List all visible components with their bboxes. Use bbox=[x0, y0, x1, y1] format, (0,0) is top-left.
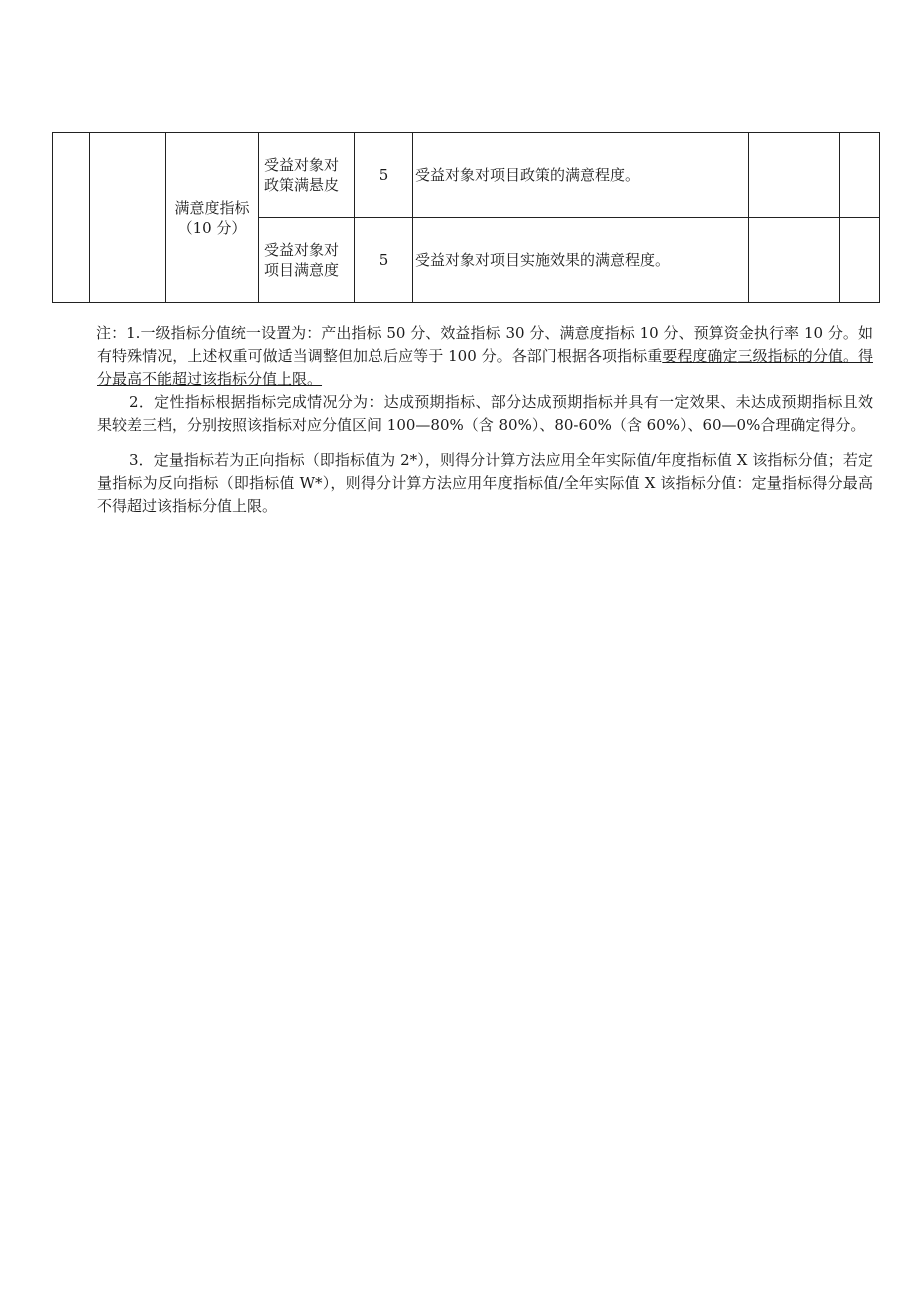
note-1-text: 注：1.一级指标分值统一设置为：产出指标 50 分、效益指标 30 分、满意度指标 10 分、预算资金执行率 10 分。如有特殊情况，上述权重可做适当调整但加总后应等于 100 分。各部门根据各项指标重 bbox=[96, 324, 873, 365]
indicator-line: 政策满悬皮 bbox=[264, 176, 340, 194]
value-cell bbox=[749, 133, 840, 218]
note-1-underlined: 要程度确定三级指标的分值。得分最高不能超过该指标分值上限。 bbox=[97, 347, 873, 388]
remark-cell bbox=[840, 133, 880, 218]
note-3: 3．定量指标若为正向指标（即指标值为 2*），则得分计算方法应用全年实际值/年度指标值 X 该指标分值；若定量指标为反向指标（即指标值 W*），则得分计算方法应用年度指标值/全年实际值 X 该指标分值：定量指标得分最高不得超过该指标分值上限。 bbox=[97, 451, 873, 515]
indicator-line: 项目满意度 bbox=[264, 261, 340, 279]
note-2: 2．定性指标根据指标完成情况分为：达成预期指标、部分达成预期指标并具有一定效果、未达成预期指标且效果较差三档，分别按照该指标对应分值区间 100—80%（含 80%）、80-60%（含 60%）、60—0%合理确定得分。 bbox=[97, 393, 873, 434]
indicator-cell bbox=[259, 218, 355, 303]
category-cell bbox=[166, 133, 259, 303]
indicator-cell bbox=[259, 133, 355, 218]
performance-indicator-table bbox=[52, 132, 880, 303]
value-cell bbox=[749, 218, 840, 303]
description-cell: 受益对象对项目政策的满意程度。 bbox=[413, 133, 749, 218]
indicator-line: 受益对象对 bbox=[264, 156, 340, 174]
category-points: （10 分） bbox=[177, 218, 247, 237]
score-cell: 5 bbox=[355, 133, 413, 218]
notes-section bbox=[97, 322, 873, 518]
category-name: 满意度指标 bbox=[174, 198, 250, 217]
remark-cell bbox=[840, 218, 880, 303]
level1-cell bbox=[53, 133, 90, 303]
table-row bbox=[53, 133, 880, 218]
score-cell: 5 bbox=[355, 218, 413, 303]
description-cell: 受益对象对项目实施效果的满意程度。 bbox=[413, 218, 749, 303]
level2-cell bbox=[90, 133, 166, 303]
indicator-line: 受益对象对 bbox=[264, 241, 340, 259]
note-1 bbox=[97, 322, 873, 391]
